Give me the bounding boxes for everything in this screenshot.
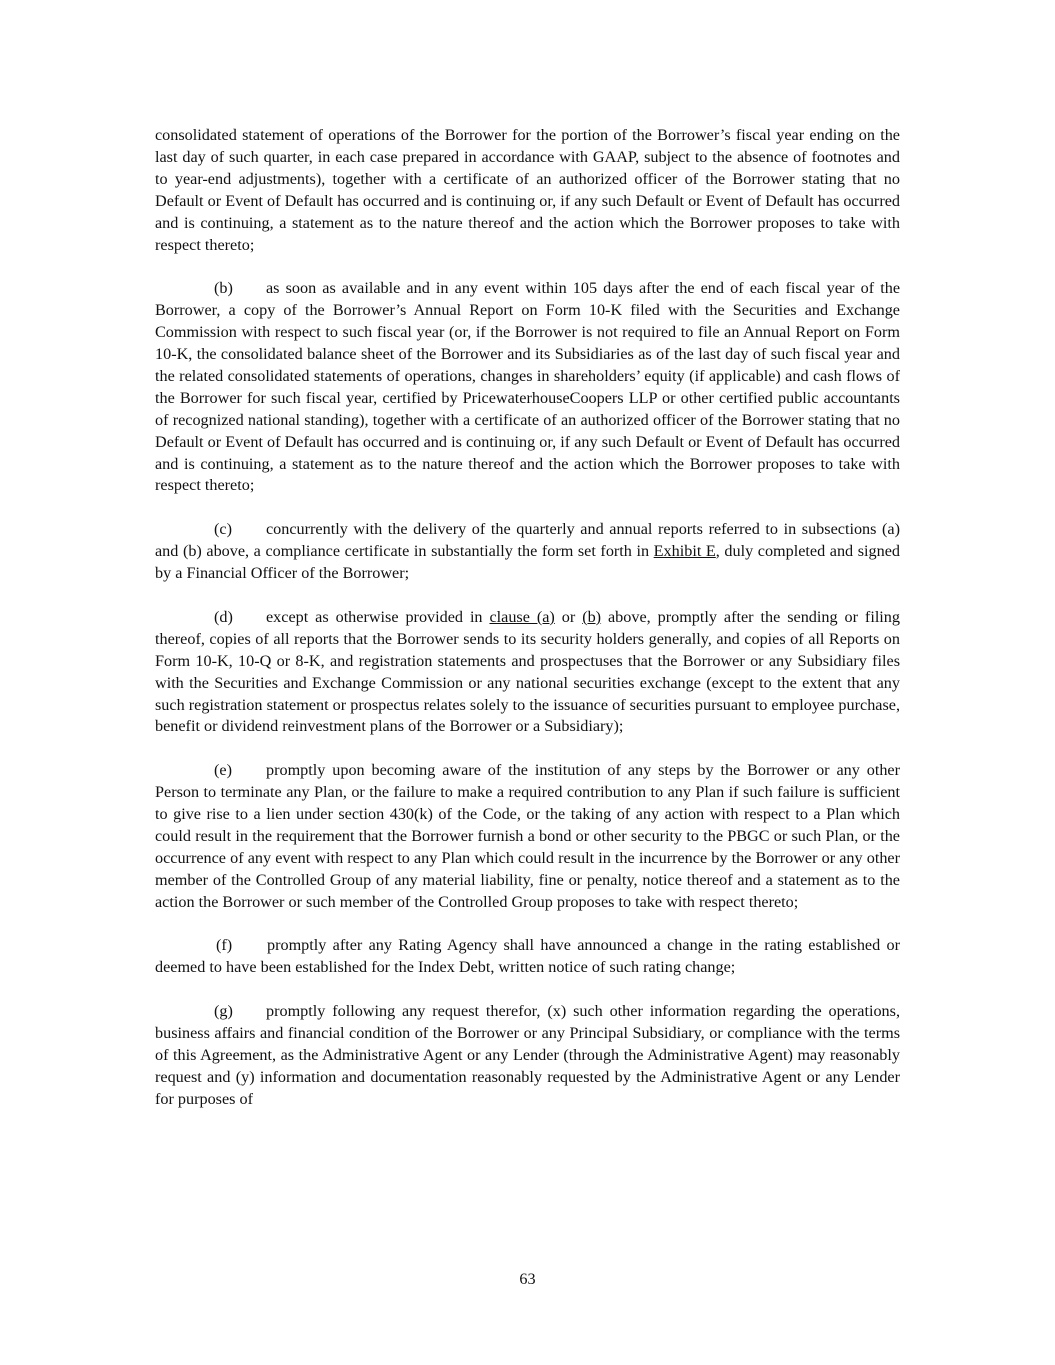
clause-b-paragraph (155, 278, 900, 497)
clause-b-text: as soon as available and in any event within 105 days after the end of each fiscal year of the Borrower, a copy of the Borrower’s Annual Report on Form 10-K filed with the Securities and Exchange Commission with respect to such fiscal year (or, if the Borrower is not required to file an Annual Report on Form 10-K, the consolidated balance sheet of the Borrower and its Subsidiaries as of the last day of such fiscal year and the related consolidated statements of operations, changes in shareholders’ equity (if applicable) and cash flows of the Borrower for such fiscal year, certified by PricewaterhouseCoopers LLP or other certified public accountants of recognized national standing), together with a certificate of an authorized officer of the Borrower stating that no Default or Event of Default has occurred and is continuing or, if any such Default or Event of Default has occurred and is continuing, a statement as to the nature thereof and the action which the Borrower proposes to take with respect thereto; (155, 279, 900, 495)
clause-c-text-before: concurrently with the delivery of the quarterly and annual reports referred to in subsections (a) and (b) above, a compliance certificate in substantially the form set forth in (155, 520, 900, 561)
clause-g-text: promptly following any request therefor, (x) such other information regarding the operations, business affairs and financial condition of the Borrower or any Principal Subsidiary, or compliance with the terms of this Agreement, as the Administrative Agent or any Lender (through the Administrative Agent) may reasonably request and (y) information and documentation reasonably requested by the Administrative Agent or any Lender for purposes of (155, 1002, 900, 1108)
clause-d-text-after: above, promptly after the sending or filing thereof, copies of all reports that the Borrower sends to its security holders generally, and copies of all Reports on Form 10-K, 10-Q or 8-K, and registration statements and prospectuses that the Borrower or any Subsidiary files with the Securities and Exchange Commission or any national securities exchange (except to the extent that any such registration statement or prospectus relates solely to the issuance of securities pursuant to employee purchase, benefit or dividend reinvestment plans of the Borrower or a Subsidiary); (155, 607, 900, 736)
clause-e-text: promptly upon becoming aware of the institution of any steps by the Borrower or any other Person to terminate any Plan, or the failure to make a required contribution to any Plan if such failure is sufficient to give rise to a lien under section 430(k) of the Code, or the taking of any action with respect to a Plan which could result in the requirement that the Borrower furnish a bond or other security to the PBGC or such Plan, or the occurrence of any event with respect to any Plan which could result in the incurrence by the Borrower or any other member of the Controlled Group of any material liability, fine or penalty, notice thereof and a statement as to the action the Borrower or such member of the Controlled Group proposes to take with respect thereto; (155, 761, 900, 911)
clause-c-label: (c) (214, 520, 232, 539)
clause-d-text-or: or (554, 607, 583, 626)
exhibit-e-reference: Exhibit E (653, 542, 716, 561)
lead-paragraph: consolidated statement of operations of the Borrower for the portion of the Borrower’s fiscal year ending on the last day of such quarter, in each case prepared in accordance with GAAP, subject to the absence of footnotes and to year-end adjustments), together with a certificate of an authorized officer of the Borrower stating that no Default or Event of Default has occurred and is continuing or, if any such Default or Event of Default has occurred and is continuing, a statement as to the nature thereof and the action which the Borrower proposes to take with respect thereto; (155, 126, 900, 254)
clause-b-reference: (b) (582, 607, 602, 626)
clause-b-label: (b) (214, 279, 233, 298)
page-number: 63 (519, 1270, 536, 1288)
clause-a-reference: clause (a) (489, 607, 555, 626)
clause-g-label: (g) (214, 1002, 233, 1021)
clause-c-text-after: , duly completed and signed by a Financial Officer of the Borrower; (155, 542, 900, 583)
clause-g-paragraph (155, 1001, 900, 1111)
clause-d-text-before: except as otherwise provided in (266, 607, 490, 626)
document-page (155, 125, 900, 1133)
clause-f-label: (f) (216, 936, 233, 955)
clause-d-paragraph (155, 607, 900, 738)
clause-d-label: (d) (214, 607, 233, 626)
clause-f-paragraph (155, 935, 900, 979)
clause-e-paragraph (155, 760, 900, 913)
clause-f-text: promptly after any Rating Agency shall have announced a change in the rating established or deemed to have been established for the Index Debt, written notice of such rating change; (155, 936, 900, 977)
clause-c-paragraph (155, 519, 900, 585)
clause-e-label: (e) (214, 761, 232, 780)
